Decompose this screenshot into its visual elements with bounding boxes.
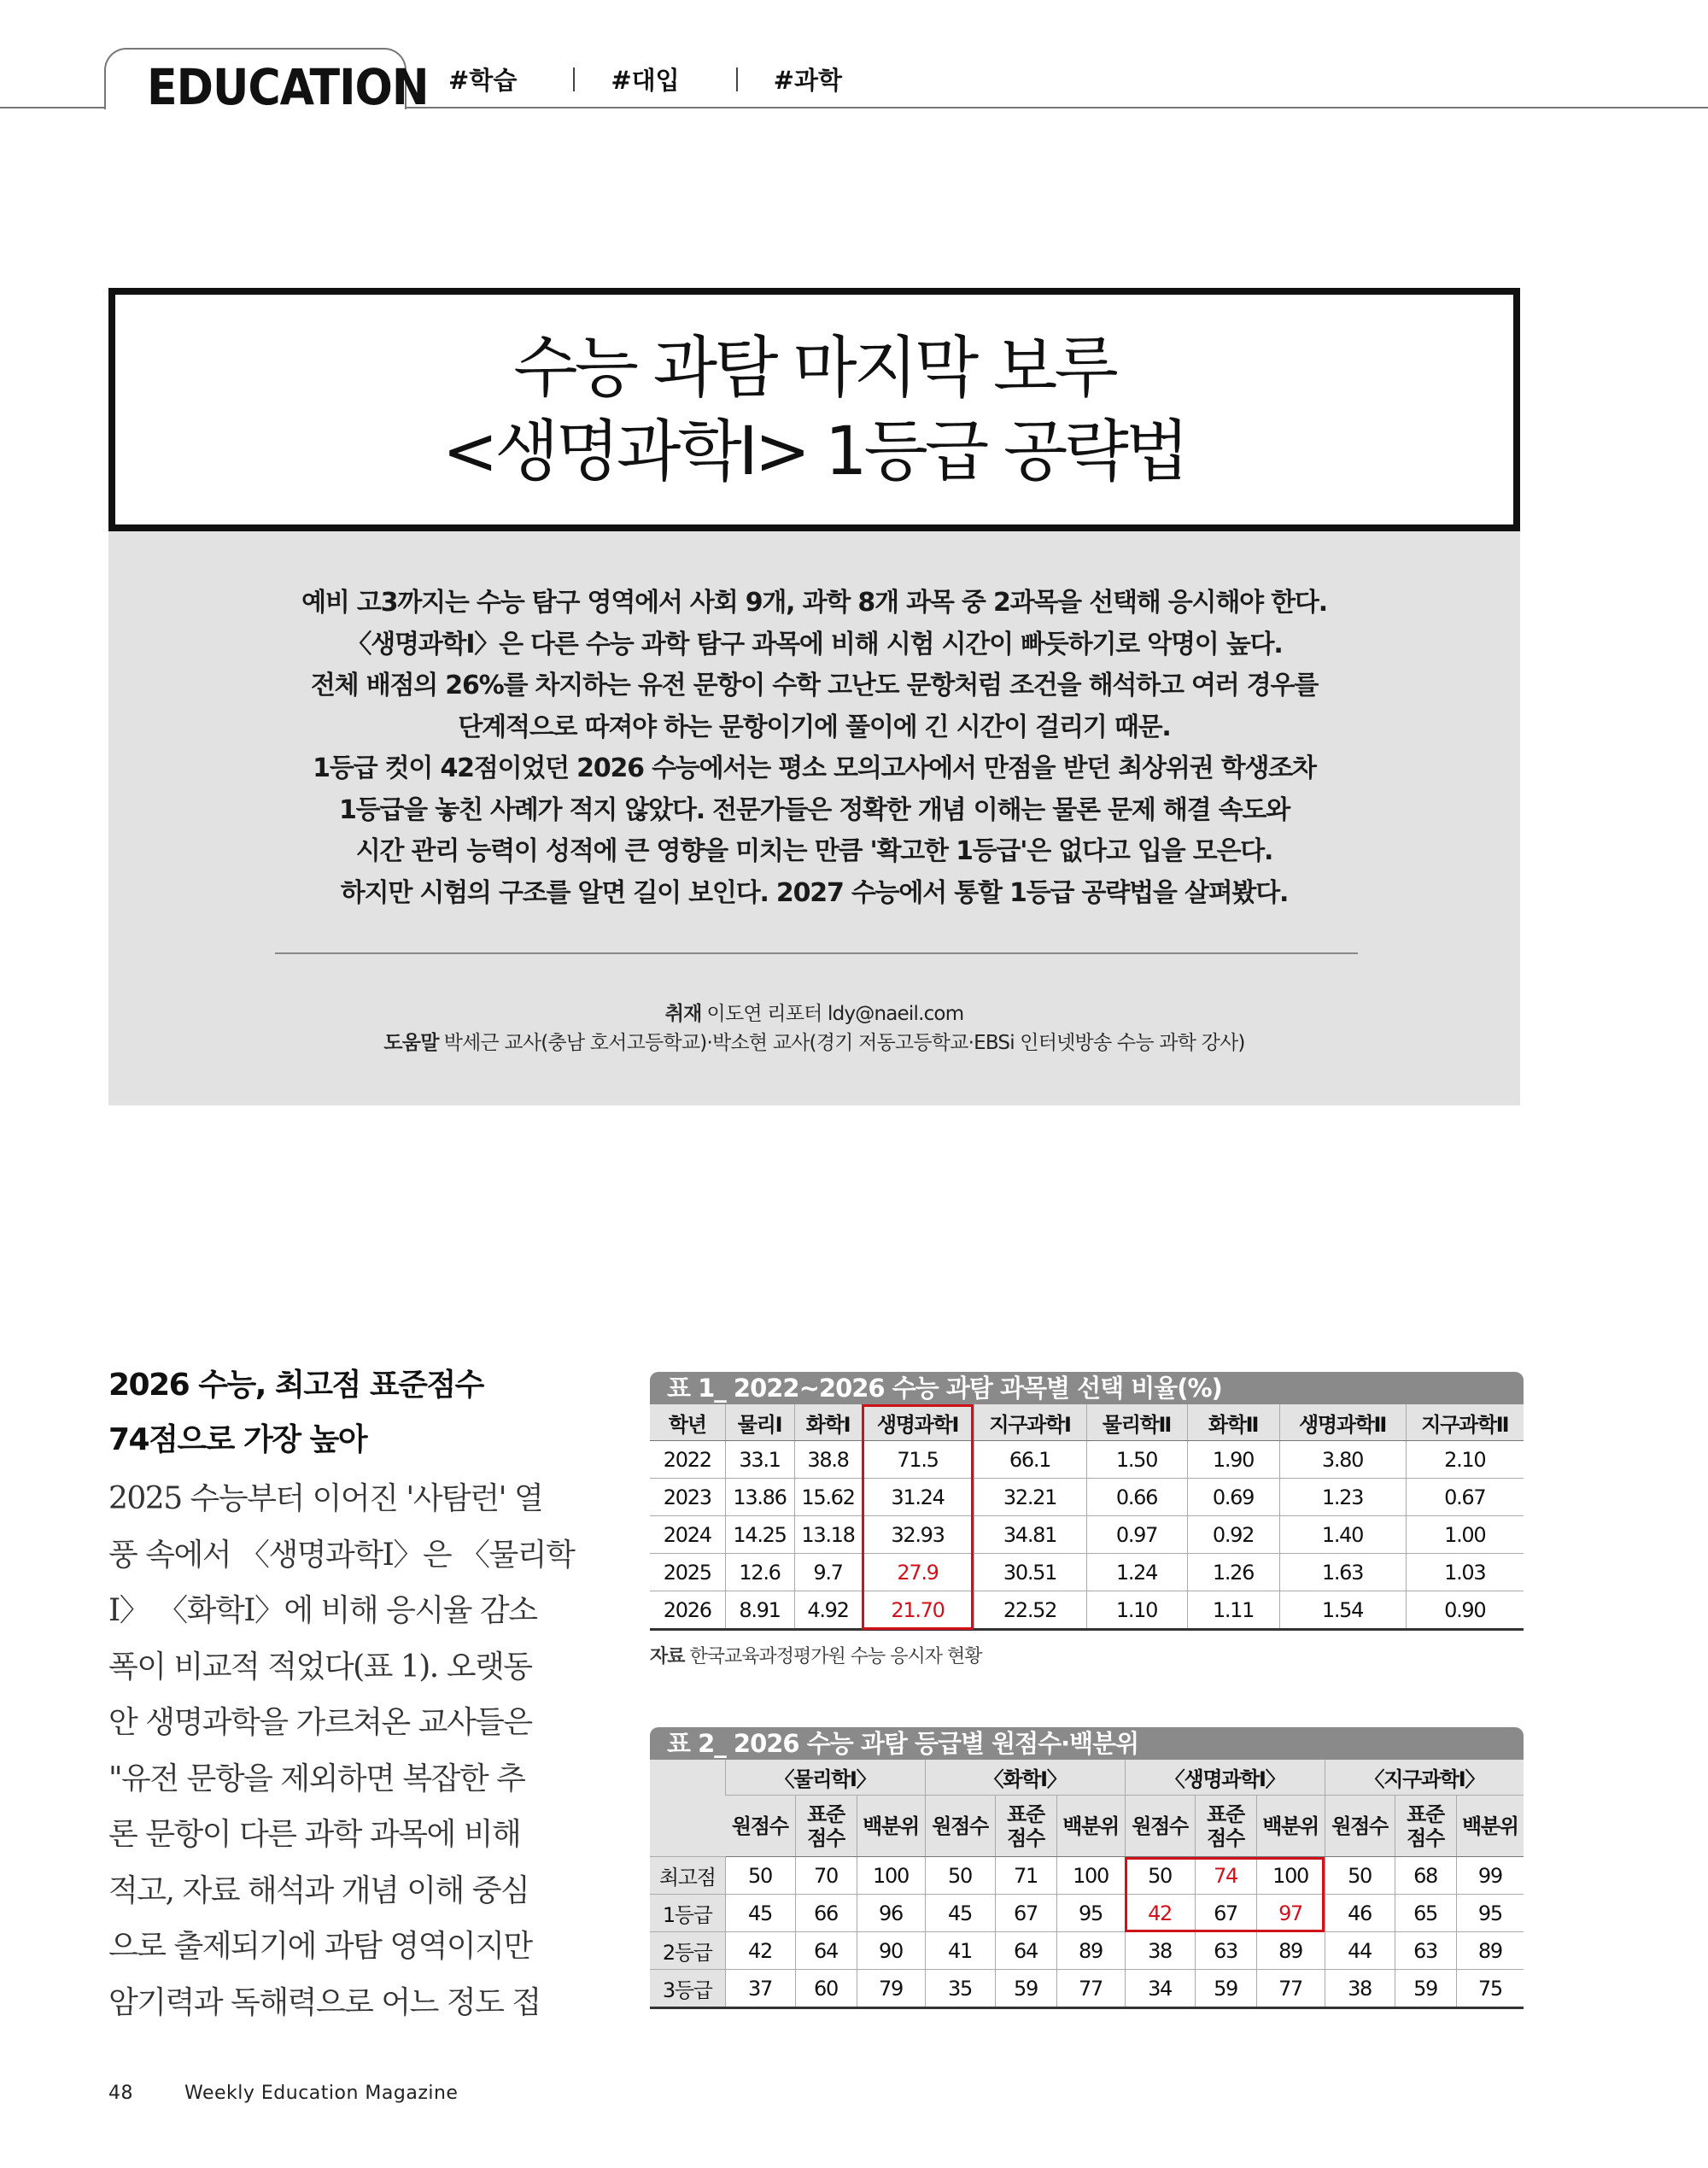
table-2-sub-header-std bbox=[1395, 1796, 1456, 1857]
table-2-cell: 50 bbox=[1125, 1857, 1195, 1895]
table-2-sub-header-raw: 원점수 bbox=[925, 1796, 995, 1857]
body-line: 론 문항이 다른 과학 과목에 비해 bbox=[108, 1817, 521, 1852]
table-1-grid bbox=[650, 1404, 1524, 1631]
table-1-cell: 1.63 bbox=[1279, 1554, 1406, 1591]
table-2-row-label: 1등급 bbox=[650, 1895, 725, 1932]
table-1-cell: 14.25 bbox=[725, 1516, 794, 1554]
lead-paragraph bbox=[108, 583, 1520, 914]
table-1-cell: 0.66 bbox=[1086, 1479, 1187, 1516]
std-bottom: 점수 bbox=[1207, 1825, 1244, 1850]
table-1-cell: 27.9 bbox=[862, 1554, 974, 1591]
table-2-sub-header-raw: 원점수 bbox=[725, 1796, 795, 1857]
std-top: 표준 bbox=[1207, 1802, 1244, 1826]
body-line: 으로 출제되기에 과탐 영역이지만 bbox=[108, 1929, 532, 1964]
lead-divider bbox=[275, 952, 1358, 954]
body-line: 암기력과 독해력으로 어느 정도 접 bbox=[108, 1984, 541, 2020]
table-1-cell: 1.90 bbox=[1187, 1441, 1279, 1479]
table-2-cell: 100 bbox=[857, 1857, 925, 1895]
table-2-cell: 89 bbox=[1456, 1932, 1524, 1970]
table-2-sub-header-std bbox=[1195, 1796, 1256, 1857]
table-1-cell: 1.26 bbox=[1187, 1554, 1279, 1591]
table-2-row-label: 2등급 bbox=[650, 1932, 725, 1970]
std-top: 표준 bbox=[807, 1802, 845, 1826]
table-1-header-cell: 생명과학Ⅰ bbox=[862, 1404, 974, 1441]
std-top: 표준 bbox=[1407, 1802, 1444, 1826]
tag-admission[interactable]: #대입 bbox=[611, 66, 680, 95]
subhead-line: 2026 수능, 최고점 표준점수 bbox=[108, 1368, 483, 1403]
lead-panel bbox=[108, 531, 1520, 1105]
std-bottom: 점수 bbox=[1007, 1825, 1044, 1850]
table-2-cell: 50 bbox=[725, 1857, 795, 1895]
table-2-cell: 90 bbox=[857, 1932, 925, 1970]
table-1-cell: 0.97 bbox=[1086, 1516, 1187, 1554]
table-2-cell: 60 bbox=[795, 1970, 857, 2008]
table-1-header-cell: 지구과학Ⅰ bbox=[974, 1404, 1086, 1441]
table-1-cell: 32.21 bbox=[974, 1479, 1086, 1516]
std-bottom: 점수 bbox=[807, 1825, 845, 1850]
table-2 bbox=[650, 1727, 1524, 2009]
table-1-cell: 3.80 bbox=[1279, 1441, 1406, 1479]
table-2-row-label: 3등급 bbox=[650, 1970, 725, 2008]
table-1 bbox=[650, 1372, 1524, 1631]
lead-line: 단계적으로 따져야 하는 문항이기에 풀이에 긴 시간이 걸리기 때문. bbox=[458, 712, 1171, 742]
table-1-header-cell: 물리학Ⅱ bbox=[1086, 1404, 1187, 1441]
table-2-cell: 37 bbox=[725, 1970, 795, 2008]
table-1-header-cell: 화학Ⅰ bbox=[794, 1404, 862, 1441]
table-1-cell: 2024 bbox=[650, 1516, 725, 1554]
body-line: 풍 속에서 〈생명과학Ⅰ〉은 〈물리학 bbox=[108, 1537, 575, 1573]
table-2-sub-header-pct: 백분위 bbox=[1056, 1796, 1125, 1857]
body-line: Ⅰ〉 〈화학Ⅰ〉에 비해 응시율 감소 bbox=[108, 1593, 537, 1628]
table-2-cell: 38 bbox=[1125, 1932, 1195, 1970]
table-2-cell: 67 bbox=[995, 1895, 1056, 1932]
table-2-title: 표 2_ 2026 수능 과탐 등급별 원점수·백분위 bbox=[650, 1727, 1524, 1760]
table-2-cell: 96 bbox=[857, 1895, 925, 1932]
table-1-cell: 13.18 bbox=[794, 1516, 862, 1554]
table-row bbox=[650, 1932, 1524, 1970]
table-1-cell: 71.5 bbox=[862, 1441, 974, 1479]
table-2-cell: 99 bbox=[1456, 1857, 1524, 1895]
tag-divider bbox=[573, 67, 575, 91]
table-1-cell: 66.1 bbox=[974, 1441, 1086, 1479]
table-row bbox=[650, 1441, 1524, 1479]
table-2-group-header: 〈화학Ⅰ〉 bbox=[925, 1760, 1125, 1796]
table-2-group-header: 〈생명과학Ⅰ〉 bbox=[1125, 1760, 1325, 1796]
body-line: 2025 수능부터 이어진 '사탐런' 열 bbox=[108, 1481, 543, 1516]
table-1-cell: 9.7 bbox=[794, 1554, 862, 1591]
table-2-cell: 66 bbox=[795, 1895, 857, 1932]
table-2-cell: 64 bbox=[995, 1932, 1056, 1970]
table-1-cell: 13.86 bbox=[725, 1479, 794, 1516]
table-row bbox=[650, 1479, 1524, 1516]
credit-help-label: 도움말 bbox=[383, 1032, 439, 1054]
credit-reporter bbox=[108, 999, 1520, 1028]
table-2-cell: 67 bbox=[1195, 1895, 1256, 1932]
table-2-cell: 65 bbox=[1395, 1895, 1456, 1932]
std-top: 표준 bbox=[1007, 1802, 1044, 1826]
table-2-cell: 77 bbox=[1256, 1970, 1325, 2008]
table-row bbox=[650, 1895, 1524, 1932]
table-row bbox=[650, 1591, 1524, 1630]
lead-line: 전체 배점의 26%를 차지하는 유전 문항이 수학 고난도 문항처럼 조건을 해석하고 여러 경우를 bbox=[310, 671, 1319, 700]
table-2-cell: 89 bbox=[1256, 1932, 1325, 1970]
page-number: 48 bbox=[108, 2083, 133, 2104]
table-2-cell: 50 bbox=[1325, 1857, 1395, 1895]
credit-reporter-text: 이도연 리포터 ldy@naeil.com bbox=[706, 1003, 964, 1025]
article-subhead bbox=[108, 1358, 483, 1468]
table-1-cell: 1.03 bbox=[1406, 1554, 1524, 1591]
table-2-cell: 45 bbox=[725, 1895, 795, 1932]
body-line: 적고, 자료 해석과 개념 이해 중심 bbox=[108, 1872, 529, 1908]
table-2-sub-header-pct: 백분위 bbox=[1456, 1796, 1524, 1857]
lead-line: 1등급 컷이 42점이었던 2026 수능에서는 평소 모의고사에서 만점을 받던 최상위권 학생조차 bbox=[313, 753, 1316, 783]
table-2-cell: 74 bbox=[1195, 1857, 1256, 1895]
std-bottom: 점수 bbox=[1407, 1825, 1444, 1850]
lead-line: 예비 고3까지는 수능 탐구 영역에서 사회 9개, 과학 8개 과목 중 2과목을 선택해 응시해야 한다. bbox=[301, 588, 1327, 618]
credit-help bbox=[108, 1028, 1520, 1058]
body-line: 폭이 비교적 적었다(표 1). 오랫동 bbox=[108, 1649, 532, 1685]
table-2-cell: 95 bbox=[1456, 1895, 1524, 1932]
table-1-cell: 33.1 bbox=[725, 1441, 794, 1479]
table-2-cell: 70 bbox=[795, 1857, 857, 1895]
table-1-cell: 2.10 bbox=[1406, 1441, 1524, 1479]
table-1-header-cell: 생명과학Ⅱ bbox=[1279, 1404, 1406, 1441]
source-label: 자료 bbox=[650, 1646, 685, 1667]
table-2-cell: 63 bbox=[1195, 1932, 1256, 1970]
table-1-cell: 2023 bbox=[650, 1479, 725, 1516]
credit-help-text: 박세근 교사(충남 호서고등학교)·박소현 교사(경기 저동고등학교·EBSi 인터넷방송 수능 과학 강사) bbox=[443, 1032, 1245, 1054]
table-2-corner-cell bbox=[650, 1760, 725, 1857]
table-1-cell: 15.62 bbox=[794, 1479, 862, 1516]
table-row bbox=[650, 1554, 1524, 1591]
table-1-cell: 1.24 bbox=[1086, 1554, 1187, 1591]
table-2-cell: 59 bbox=[1195, 1970, 1256, 2008]
table-1-cell: 21.70 bbox=[862, 1591, 974, 1630]
lead-line: 하지만 시험의 구조를 알면 길이 보인다. 2027 수능에서 통할 1등급 공략법을 살펴봤다. bbox=[340, 877, 1289, 908]
table-row bbox=[650, 1970, 1524, 2008]
table-2-cell: 100 bbox=[1256, 1857, 1325, 1895]
table-2-cell: 64 bbox=[795, 1932, 857, 1970]
tag-science[interactable]: #과학 bbox=[773, 66, 842, 95]
table-2-cell: 38 bbox=[1325, 1970, 1395, 2008]
table-1-cell: 1.11 bbox=[1187, 1591, 1279, 1630]
table-2-cell: 71 bbox=[995, 1857, 1056, 1895]
lead-line: 시간 관리 능력이 성적에 큰 영향을 미치는 만큼 '확고한 1등급'은 없다고 입을 모은다. bbox=[355, 836, 1273, 866]
table-1-cell: 22.52 bbox=[974, 1591, 1086, 1630]
table-2-cell: 45 bbox=[925, 1895, 995, 1932]
table-2-cell: 79 bbox=[857, 1970, 925, 2008]
source-text: 한국교육과정평가원 수능 응시자 현황 bbox=[689, 1646, 982, 1667]
table-2-cell: 77 bbox=[1056, 1970, 1125, 2008]
article-title-box bbox=[108, 288, 1520, 531]
table-1-cell: 1.50 bbox=[1086, 1441, 1187, 1479]
table-2-sub-header-raw: 원점수 bbox=[1325, 1796, 1395, 1857]
table-2-sub-header-pct: 백분위 bbox=[857, 1796, 925, 1857]
table-1-cell: 2026 bbox=[663, 1597, 711, 1622]
table-1-cell: 38.8 bbox=[794, 1441, 862, 1479]
page-footer bbox=[108, 2083, 458, 2104]
table-2-row-label: 최고점 bbox=[650, 1857, 725, 1895]
table-1-cell: 2025 bbox=[650, 1554, 725, 1591]
table-row bbox=[650, 1857, 1524, 1895]
table-2-sub-header-std bbox=[995, 1796, 1056, 1857]
tag-divider bbox=[736, 67, 738, 91]
magazine-name: Weekly Education Magazine bbox=[184, 2083, 459, 2104]
table-2-sub-header-pct: 백분위 bbox=[1256, 1796, 1325, 1857]
table-2-cell: 46 bbox=[1325, 1895, 1395, 1932]
table-1-header-cell: 물리Ⅰ bbox=[725, 1404, 794, 1441]
table-2-sub-header-raw: 원점수 bbox=[1125, 1796, 1195, 1857]
table-2-sub-header-std bbox=[795, 1796, 857, 1857]
table-2-cell: 59 bbox=[995, 1970, 1056, 2008]
table-1-cell: 8.91 bbox=[725, 1591, 794, 1630]
table-1-cell: 4.92 bbox=[794, 1591, 862, 1630]
table-1-cell: 2022 bbox=[650, 1441, 725, 1479]
table-2-cell: 42 bbox=[1125, 1895, 1195, 1932]
table-2-group-header: 〈물리학Ⅰ〉 bbox=[725, 1760, 925, 1796]
body-line: "유전 문항을 제외하면 복잡한 추 bbox=[108, 1761, 525, 1796]
table-2-cell: 75 bbox=[1456, 1970, 1524, 2008]
table-2-cell: 63 bbox=[1395, 1932, 1456, 1970]
table-1-header-cell: 지구과학Ⅱ bbox=[1406, 1404, 1524, 1441]
table-1-header-cell: 학년 bbox=[650, 1404, 725, 1441]
table-2-group-header: 〈지구과학Ⅰ〉 bbox=[1325, 1760, 1524, 1796]
table-1-cell: 32.93 bbox=[862, 1516, 974, 1554]
table-2-cell: 35 bbox=[925, 1970, 995, 2008]
table-1-cell: 30.51 bbox=[974, 1554, 1086, 1591]
lead-line: 〈생명과학Ⅰ〉은 다른 수능 과학 탐구 과목에 비해 시험 시간이 빠듯하기로 악명이 높다. bbox=[346, 629, 1283, 659]
table-1-title: 표 1_ 2022~2026 수능 과탐 과목별 선택 비율(%) bbox=[650, 1372, 1524, 1404]
table-1-source bbox=[650, 1642, 982, 1668]
table-2-cell: 97 bbox=[1256, 1895, 1325, 1932]
table-1-cell: 0.67 bbox=[1406, 1479, 1524, 1516]
table-2-cell: 34 bbox=[1125, 1970, 1195, 2008]
table-2-cell: 59 bbox=[1395, 1970, 1456, 2008]
table-2-cell: 89 bbox=[1056, 1932, 1125, 1970]
table-2-cell: 42 bbox=[725, 1932, 795, 1970]
table-1-cell: 0.90 bbox=[1406, 1591, 1524, 1630]
body-line: 안 생명과학을 가르쳐온 교사들은 bbox=[108, 1705, 532, 1740]
table-2-grid bbox=[650, 1760, 1524, 2009]
credits bbox=[108, 999, 1520, 1058]
table-2-cell: 50 bbox=[925, 1857, 995, 1895]
table-2-cell: 41 bbox=[925, 1932, 995, 1970]
table-1-cell: 1.40 bbox=[1279, 1516, 1406, 1554]
article-title-line-2: <생명과학I> 1등급 공략법 bbox=[442, 413, 1187, 490]
table-1-cell: 12.6 bbox=[725, 1554, 794, 1591]
tag-list bbox=[448, 62, 859, 97]
table-2-cell: 68 bbox=[1395, 1857, 1456, 1895]
credit-reporter-label: 취재 bbox=[664, 1003, 702, 1025]
table-1-cell: 34.81 bbox=[974, 1516, 1086, 1554]
lead-line: 1등급을 놓친 사례가 적지 않았다. 전문가들은 정확한 개념 이해는 물론 문제 해결 속도와 bbox=[338, 794, 1290, 825]
article-body bbox=[108, 1471, 575, 2030]
table-1-cell: 1.10 bbox=[1086, 1591, 1187, 1630]
table-1-header-cell: 화학Ⅱ bbox=[1187, 1404, 1279, 1441]
table-2-cell: 44 bbox=[1325, 1932, 1395, 1970]
table-1-cell: 0.69 bbox=[1187, 1479, 1279, 1516]
table-1-cell: 1.54 bbox=[1279, 1591, 1406, 1630]
table-1-cell: 0.92 bbox=[1187, 1516, 1279, 1554]
table-1-cell: 1.23 bbox=[1279, 1479, 1406, 1516]
article-title-line-1: 수능 과탐 마지막 보루 bbox=[513, 329, 1115, 407]
section-label: EDUCATION bbox=[147, 58, 429, 116]
tag-study[interactable]: #학습 bbox=[448, 66, 518, 95]
table-1-cell: 1.00 bbox=[1406, 1516, 1524, 1554]
subhead-line: 74점으로 가장 높아 bbox=[108, 1422, 367, 1457]
table-row bbox=[650, 1516, 1524, 1554]
table-1-cell: 31.24 bbox=[862, 1479, 974, 1516]
table-2-cell: 100 bbox=[1056, 1857, 1125, 1895]
table-2-cell: 95 bbox=[1056, 1895, 1125, 1932]
